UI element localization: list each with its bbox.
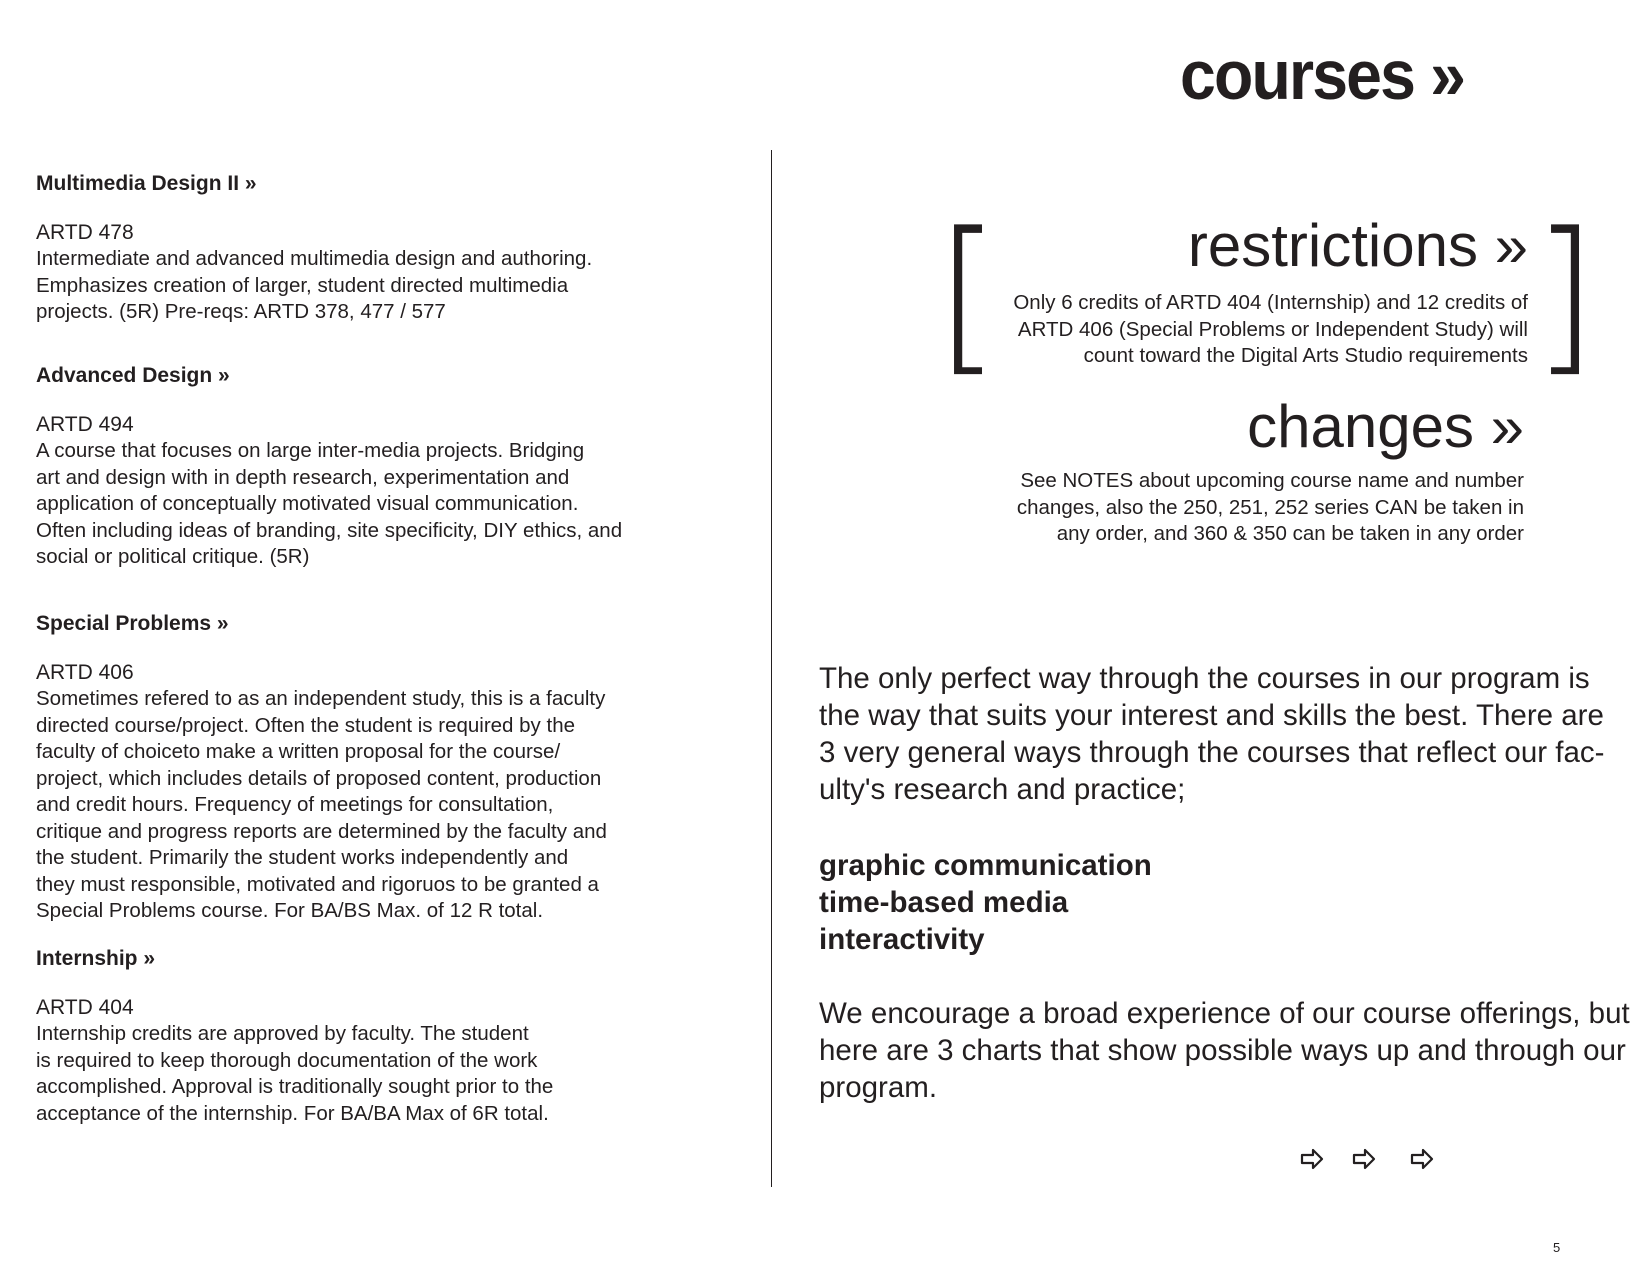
path-item: time-based media (819, 886, 1069, 919)
right-arrow-icon[interactable] (1352, 1148, 1376, 1170)
course-name: Advanced Design » (36, 364, 230, 387)
path-item: graphic communication (819, 849, 1152, 882)
course-code: ARTD 406 (36, 661, 134, 684)
changes-text: See NOTES about upcoming course name and number changes, also the 250, 251, 252 series CAN be taken in any order, and 360 & 350 can be taken in any order (1016, 469, 1524, 545)
outro-paragraph: We encourage a broad experience of our course offerings, but here are 3 charts that show possible ways up and through our program. (819, 997, 1630, 1104)
page-title: courses » (1180, 36, 1465, 114)
restrictions-heading: restrictions » (1187, 212, 1528, 279)
course-advanced-design (36, 364, 676, 571)
course-description: Sometimes refered to as an independent study, this is a faculty directed course/project. Often the student is required by the faculty of choiceto make a written proposal for the course/ project, which includes details of proposed content, production and credit hours. Frequency of meetings for consultation, critique and progress reports are determined by the faculty and the student. Primarily the student works independently and they must responsible, motivated and rigoruos to be granted a Special Problems course. For BA/BS Max. of 12 R total. (36, 687, 607, 922)
restrictions-text: Only 6 credits of ARTD 404 (Internship) and 12 credits of ARTD 406 (Special Problems or Independent Study) will count toward the Digital Arts Studio requirements (1013, 291, 1528, 367)
course-code: ARTD 404 (36, 996, 134, 1019)
course-code: ARTD 494 (36, 413, 134, 436)
right-arrow-icon[interactable] (1410, 1148, 1434, 1170)
course-description: Intermediate and advanced multimedia design and authoring. Emphasizes creation of larger, student directed multimedia projects. (5R) Pre-reqs: ARTD 378, 477 / 577 (36, 247, 593, 323)
left-bracket: [ (935, 196, 1001, 392)
right-arrow-icon[interactable] (1300, 1148, 1324, 1170)
course-name: Multimedia Design II » (36, 172, 257, 195)
course-description: A course that focuses on large inter-media projects. Bridging art and design with in depth research, experimentation and application of conceptually motivated visual communication. Often including ideas of branding, site specificity, DIY ethics, and social or political critique. (5R) (36, 439, 623, 568)
course-multimedia-design-ii (36, 172, 676, 326)
page-number: 5 (1553, 1240, 1561, 1255)
course-internship (36, 947, 676, 1127)
path-list (819, 847, 1152, 958)
intro-paragraph: The only perfect way through the courses in our program is the way that suits your interest and skills the best. There are 3 very general ways through the courses that reflect our fac- ulty's research and practice; (819, 662, 1605, 806)
path-item: interactivity (819, 923, 985, 956)
course-name: Internship » (36, 947, 156, 970)
course-code: ARTD 478 (36, 221, 134, 244)
changes-heading: changes » (1247, 393, 1524, 460)
page-divider (771, 150, 772, 1187)
course-name: Special Problems » (36, 612, 229, 635)
course-description: Internship credits are approved by faculty. The student is required to keep thorough documentation of the work accomplished. Approval is traditionally sought prior to the acceptance of the internship. For BA/BA Max of 6R total. (36, 1022, 554, 1125)
right-bracket: ] (1532, 196, 1598, 392)
course-special-problems (36, 612, 676, 925)
